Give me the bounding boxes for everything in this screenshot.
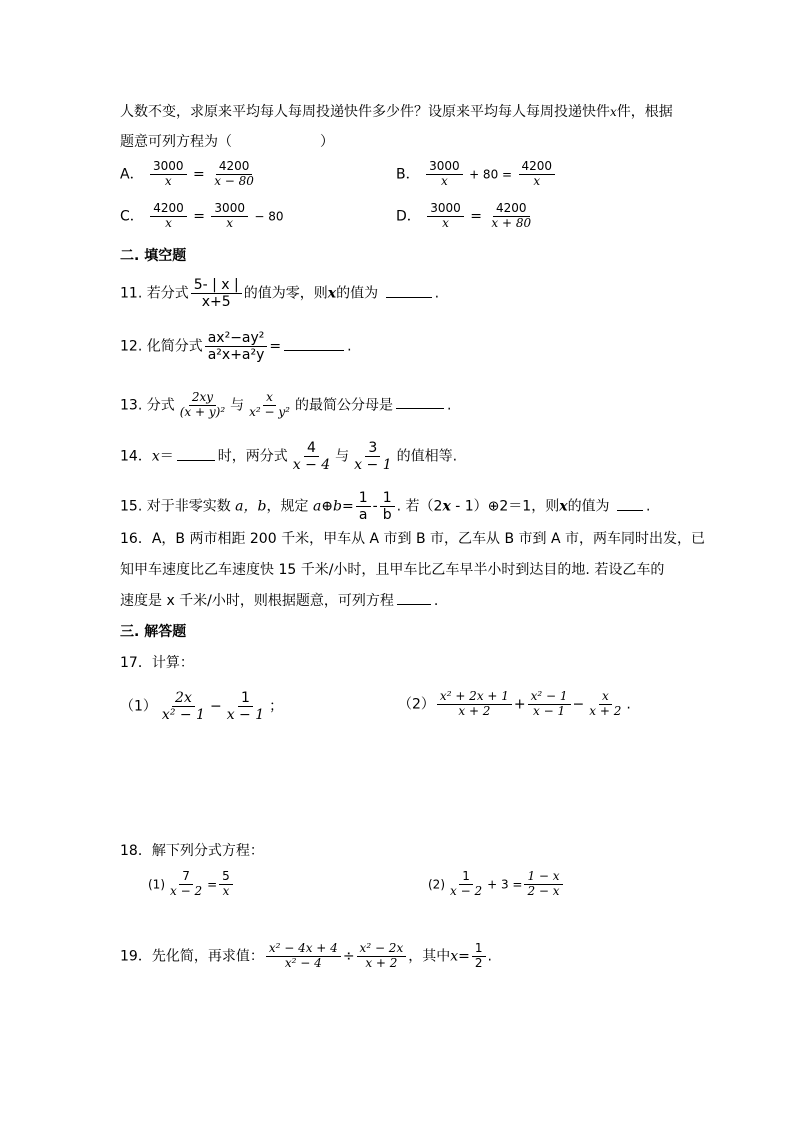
denominator: 2 bbox=[474, 955, 483, 970]
fraction bbox=[524, 870, 562, 899]
fraction bbox=[528, 690, 571, 719]
question-17-part2 bbox=[398, 690, 631, 719]
question-12 bbox=[120, 330, 352, 363]
plus: + bbox=[513, 696, 526, 713]
part-label: （2） bbox=[398, 696, 435, 713]
q15-var: x bbox=[442, 498, 451, 515]
fraction bbox=[219, 870, 233, 899]
minus-80: − 80 bbox=[254, 209, 284, 224]
fraction bbox=[177, 391, 228, 420]
fraction bbox=[437, 690, 512, 719]
fraction bbox=[205, 330, 268, 363]
q10-option-a[interactable] bbox=[120, 160, 259, 189]
q19-text: ，其中 bbox=[408, 948, 451, 965]
fraction bbox=[211, 160, 257, 189]
q15-vars: a，b bbox=[235, 498, 267, 515]
minus: - bbox=[372, 498, 378, 515]
q10-option-d[interactable] bbox=[396, 202, 536, 231]
q15-text: ，规定 bbox=[266, 498, 309, 515]
denominator: x + 80 bbox=[491, 215, 532, 230]
question-14 bbox=[120, 440, 457, 473]
fraction bbox=[488, 202, 534, 231]
question-16-line2: 知甲车速度比乙车速度快 15 千米/小时，且甲车比乙车早半小时到达目的地. 若设乙车的 bbox=[120, 562, 665, 578]
fraction bbox=[150, 160, 187, 189]
q12-text: 12. 化简分式 bbox=[120, 338, 203, 355]
fraction bbox=[357, 942, 407, 971]
period: . bbox=[446, 397, 452, 414]
equals: = bbox=[193, 166, 205, 183]
fraction bbox=[356, 490, 371, 523]
q14-text: 时，两分式 bbox=[217, 448, 288, 465]
q13-text: 13. 分式 bbox=[120, 397, 175, 414]
denominator: x − 4 bbox=[292, 457, 331, 474]
q10-close-paren: ） bbox=[320, 134, 334, 150]
answer-blank[interactable] bbox=[617, 509, 643, 511]
fraction bbox=[586, 690, 624, 719]
period: . bbox=[434, 285, 440, 302]
question-16-line3 bbox=[120, 593, 438, 610]
denominator: x − 2 bbox=[170, 883, 203, 898]
q13-and: 与 bbox=[230, 397, 245, 414]
numerator: x² − 4x + 4 bbox=[266, 942, 341, 957]
numerator: 1 bbox=[238, 690, 253, 707]
fraction bbox=[224, 690, 267, 723]
answer-blank[interactable] bbox=[284, 349, 344, 351]
answer-blank[interactable] bbox=[386, 296, 432, 298]
question-18-part2 bbox=[428, 870, 565, 899]
numerator: x² − 1 bbox=[528, 690, 571, 705]
q13-text: 的最简公分母是 bbox=[294, 397, 393, 414]
fraction bbox=[167, 870, 205, 899]
denominator: x bbox=[442, 215, 449, 230]
equals: = bbox=[207, 877, 218, 892]
numerator: x bbox=[599, 690, 612, 705]
q15-expr: a⊕b bbox=[312, 498, 342, 515]
numerator: x bbox=[263, 391, 276, 406]
denominator: (x + y)² bbox=[179, 404, 226, 419]
answer-blank[interactable] bbox=[397, 603, 431, 605]
denominator: x² − 1 bbox=[161, 707, 205, 724]
option-label: B． bbox=[396, 166, 420, 183]
numerator: 5- | x | bbox=[191, 277, 242, 294]
denominator: x bbox=[533, 173, 541, 188]
q10-text: 人数不变，求原来平均每人每周投递快件多少件？设原来平均每人每周投递快件 bbox=[120, 104, 610, 120]
q15-text: 的值为 bbox=[567, 498, 610, 515]
equals: = bbox=[470, 208, 482, 225]
numerator: 3 bbox=[365, 440, 380, 457]
numerator: 7 bbox=[179, 870, 193, 885]
q11-text: 的值为 bbox=[336, 285, 379, 302]
question-18-part1 bbox=[148, 870, 235, 899]
equals: = bbox=[193, 208, 205, 225]
equals: = bbox=[341, 498, 354, 515]
fraction bbox=[246, 391, 293, 420]
q11-text: 11. 若分式 bbox=[120, 285, 189, 302]
answer-blank[interactable] bbox=[177, 459, 215, 461]
period: . bbox=[433, 593, 439, 609]
numerator: 3000 bbox=[150, 160, 187, 175]
part-label: （1） bbox=[120, 698, 157, 715]
question-19 bbox=[120, 942, 492, 971]
period: . bbox=[487, 948, 492, 965]
numerator: 1 bbox=[459, 870, 473, 885]
q19-var: x bbox=[450, 948, 459, 965]
fraction bbox=[211, 202, 248, 231]
divide: ÷ bbox=[342, 948, 355, 965]
minus: − bbox=[209, 698, 222, 715]
fraction bbox=[351, 440, 394, 473]
denominator: 2 − x bbox=[527, 883, 560, 898]
period: . bbox=[347, 338, 352, 355]
numerator: 2xy bbox=[189, 391, 216, 406]
fraction bbox=[426, 160, 463, 189]
fraction bbox=[427, 202, 464, 231]
numerator: 4200 bbox=[150, 202, 187, 217]
answer-blank[interactable] bbox=[396, 407, 444, 409]
numerator: 4 bbox=[304, 440, 319, 457]
numerator: 3000 bbox=[211, 202, 248, 217]
numerator: 1 bbox=[380, 490, 395, 507]
semicolon: ； bbox=[269, 698, 284, 715]
numerator: 1 bbox=[356, 490, 371, 507]
numerator: 1 − x bbox=[524, 870, 562, 885]
q10-line1 bbox=[120, 104, 673, 121]
q15-text: - 1）⊕2＝1，则 bbox=[450, 498, 560, 515]
denominator: x − 1 bbox=[533, 703, 566, 718]
section-heading-fill-in: 二. 填空题 bbox=[120, 248, 187, 264]
denominator: x − 1 bbox=[226, 707, 265, 724]
fraction bbox=[150, 202, 187, 231]
denominator: x² − 4 bbox=[284, 955, 322, 970]
numerator: 3000 bbox=[427, 202, 464, 217]
q14-var: x bbox=[151, 448, 160, 465]
q10-line2 bbox=[120, 134, 334, 151]
denominator: x bbox=[440, 173, 448, 188]
denominator: x + 2 bbox=[589, 703, 622, 718]
numerator: 5 bbox=[219, 870, 233, 885]
fraction bbox=[191, 277, 242, 310]
denominator: x + 2 bbox=[458, 703, 491, 718]
q15-var: x bbox=[559, 498, 568, 515]
numerator: ax²−ay² bbox=[205, 330, 268, 347]
numerator: x² + 2x + 1 bbox=[437, 690, 512, 705]
denominator: x − 2 bbox=[450, 883, 483, 898]
q14-and: 与 bbox=[335, 448, 350, 465]
numerator: 4200 bbox=[216, 160, 253, 175]
denominator: x + 2 bbox=[365, 955, 398, 970]
fraction bbox=[290, 440, 333, 473]
denominator: x bbox=[222, 883, 230, 898]
denominator: x bbox=[164, 173, 172, 188]
denominator: x − 80 bbox=[214, 173, 254, 188]
equals: = bbox=[269, 338, 282, 355]
q10-var: x bbox=[610, 105, 617, 119]
fraction bbox=[266, 942, 341, 971]
denominator: x+5 bbox=[201, 294, 231, 311]
q11-text: 的值为零，则 bbox=[243, 285, 328, 302]
fraction bbox=[380, 490, 395, 523]
option-label: C． bbox=[120, 208, 144, 225]
section-heading-solve: 三. 解答题 bbox=[120, 624, 187, 640]
fraction bbox=[519, 160, 556, 189]
numerator: 3000 bbox=[426, 160, 463, 175]
question-11 bbox=[120, 277, 439, 310]
q16-text: 速度是 x 千米/小时，则根据题意，可列方程 bbox=[120, 593, 394, 609]
numerator: x² − 2x bbox=[357, 942, 407, 957]
equals: ＝ bbox=[159, 448, 174, 465]
q10-stem: 题意可列方程为（ bbox=[120, 134, 232, 150]
denominator: x bbox=[226, 215, 234, 230]
q15-text: 15. 对于非零实数 bbox=[120, 498, 231, 515]
option-label: D． bbox=[396, 208, 421, 225]
q10-text-end: 件，根据 bbox=[616, 104, 673, 120]
fraction bbox=[447, 870, 485, 899]
question-18-title: 18．解下列分式方程： bbox=[120, 843, 264, 859]
denominator: x² − y² bbox=[249, 404, 290, 419]
question-15 bbox=[120, 490, 650, 523]
denominator: x bbox=[165, 215, 172, 230]
fraction bbox=[159, 690, 208, 723]
q10-option-c[interactable] bbox=[120, 202, 284, 231]
denominator: x − 1 bbox=[354, 457, 392, 474]
plus-3-equals: + 3 = bbox=[487, 877, 523, 892]
numerator: 1 bbox=[472, 942, 486, 957]
q14-text: 的值相等. bbox=[396, 448, 458, 465]
numerator: 4200 bbox=[519, 160, 556, 175]
plus-80-equals: + 80 = bbox=[469, 167, 513, 182]
equals: = bbox=[458, 948, 470, 965]
part-label: (1) bbox=[148, 877, 165, 892]
q15-text: . 若（2 bbox=[396, 498, 443, 515]
period: . bbox=[626, 696, 631, 713]
numerator: 4200 bbox=[493, 202, 530, 217]
q11-var: x bbox=[327, 285, 337, 302]
question-13 bbox=[120, 391, 451, 420]
part-label: (2) bbox=[428, 877, 445, 892]
option-label: A． bbox=[120, 166, 144, 183]
question-16-line1: 16．A，B 两市相距 200 千米，甲车从 A 市到 B 市，乙车从 B 市到 A 市，两车同时出发，已 bbox=[120, 531, 706, 547]
q14-number: 14． bbox=[120, 448, 152, 465]
question-17-title: 17．计算： bbox=[120, 655, 194, 671]
question-17-part1 bbox=[120, 690, 283, 723]
minus: − bbox=[572, 696, 585, 713]
fraction bbox=[472, 942, 486, 971]
denominator: b bbox=[382, 507, 392, 524]
numerator: 2x bbox=[172, 690, 195, 707]
denominator: a²x+a²y bbox=[207, 347, 265, 364]
denominator: a bbox=[358, 507, 368, 524]
q10-option-b[interactable] bbox=[396, 160, 557, 189]
q19-text: 19．先化简，再求值： bbox=[120, 948, 264, 965]
period: . bbox=[646, 498, 651, 515]
